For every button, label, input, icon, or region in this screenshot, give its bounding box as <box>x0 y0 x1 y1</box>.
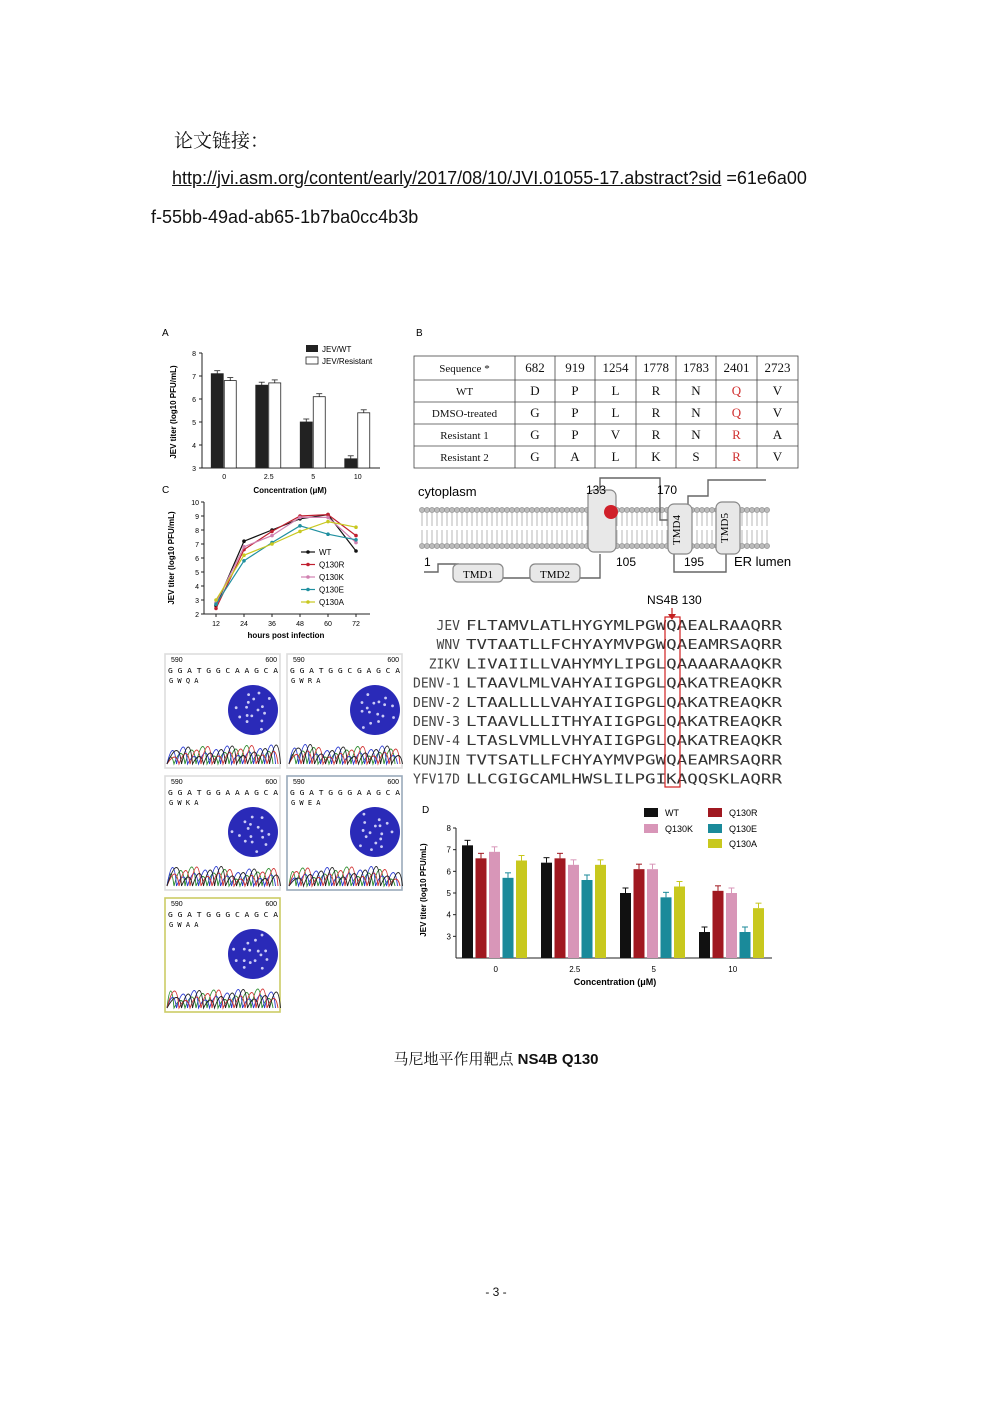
ns4b-topology-diagram <box>418 478 791 582</box>
bar-q130k-2-5 <box>568 865 579 958</box>
bar-q130r-5 <box>634 869 645 958</box>
point-q130e <box>354 538 358 542</box>
point-wt <box>242 539 246 543</box>
panel-d-ylabel: JEV titer (log10 PFU/mL) <box>419 843 428 937</box>
tmd2-label: TMD2 <box>540 569 570 581</box>
bar-q130a-10 <box>753 908 764 958</box>
legend-label-wt: WT <box>319 548 332 557</box>
legend-label-q130k: Q130K <box>319 573 344 582</box>
cytoplasm-label: cytoplasm <box>418 484 477 499</box>
panel-c-xtick: 48 <box>296 621 304 628</box>
paper-url-continuation: f-55bb-49ad-ab65-1b7ba0cc4b3b <box>151 207 419 227</box>
plaque-well-image <box>228 685 278 735</box>
bar-jev-resistant-5 <box>313 397 325 468</box>
tmd5-label: TMD5 <box>719 513 731 543</box>
panel-c-ytick: 3 <box>195 598 199 605</box>
panel-a-ytick: 6 <box>192 397 196 404</box>
table-cell: R <box>732 427 741 442</box>
legend-swatch-q130r <box>708 808 722 817</box>
table-cell: S <box>692 449 700 464</box>
panel-c-xtick: 72 <box>352 621 360 628</box>
panel-a-xtick: 5 <box>311 474 316 481</box>
residue-195-label: 195 <box>684 555 705 569</box>
panel-label-c: C <box>162 485 170 496</box>
alignment-virus-name: DENV-2 <box>413 695 460 711</box>
chromatogram-bases: G G A T G G G A A G C A <box>290 789 401 797</box>
table-cell: DMSO-treated <box>431 408 498 420</box>
alignment-sequence: LTAAVLMLVAHYAIIGPGLQAKATREAQKR <box>466 676 783 692</box>
tmd3-helix <box>588 490 616 552</box>
alignment-virus-name: ZIKV <box>428 657 460 673</box>
alignment-sequence: LLCGIGCAMLHWSLILPGIKAQQSKLAQRR <box>466 772 783 788</box>
chromatogram-bases: G G A T G G C A A G C A <box>168 667 279 675</box>
chromatogram-position-start: 590 <box>171 779 183 786</box>
panel-a-ytick: 3 <box>192 466 196 473</box>
table-cell: R <box>651 383 661 398</box>
table-cell: R <box>651 427 661 442</box>
tmd4-label: TMD4 <box>671 515 683 545</box>
chromatogram-bases: G G A T G G A A A G C A <box>168 789 279 797</box>
legend-swatch-jev-resistant <box>306 357 318 364</box>
table-cell: N <box>691 383 701 398</box>
alignment-sequence: TVTSATLLFCHYAYMVPGWQAEAMRSAQRR <box>466 753 783 769</box>
panel-c-ytick: 4 <box>195 584 199 591</box>
bar-jev-resistant-10 <box>358 413 370 468</box>
table-header-cell: 1254 <box>602 360 629 375</box>
table-cell: V <box>610 427 621 442</box>
panel-c-ytick: 6 <box>195 556 199 563</box>
legend-swatch-q130k <box>644 824 658 833</box>
legend-label-jev-wt: JEV/WT <box>322 345 352 354</box>
point-wt <box>354 549 358 553</box>
figure-caption <box>0 1048 992 1069</box>
table-cell: P <box>571 405 579 420</box>
point-q130k <box>242 545 246 549</box>
alignment-virus-name: WNV <box>436 638 460 654</box>
panel-d-xtick: 5 <box>651 965 656 974</box>
bar-wt-0 <box>462 845 473 958</box>
chromatogram-position-end: 600 <box>387 657 399 664</box>
chromatogram-panel <box>287 654 403 768</box>
caption-target: NS4B Q130 <box>513 1051 599 1068</box>
point-q130a <box>214 598 218 602</box>
chromatogram-panel <box>165 898 281 1012</box>
chromatogram-bases: G G A T G G G C A G C A <box>168 911 279 919</box>
er-lumen-label: ER lumen <box>734 554 792 569</box>
alignment-sequence: FLTAMVLATLHYGYMLPGWQAEALRAAQRR <box>466 619 783 634</box>
panel-c-ytick: 10 <box>191 500 199 507</box>
panel-a-xtick: 0 <box>222 474 227 481</box>
bar-jev-wt-5 <box>300 422 312 468</box>
panel-d-ytick: 8 <box>446 824 451 833</box>
tmd1-label: TMD1 <box>463 569 493 581</box>
residue-105-label: 105 <box>616 555 637 569</box>
point-q130r <box>270 530 274 534</box>
bar-q130r-10 <box>713 891 724 958</box>
table-cell: R <box>651 405 661 420</box>
alignment-virus-name: DENV-4 <box>413 734 460 750</box>
panel-c-ytick: 2 <box>195 612 199 619</box>
panel-c-ytick: 9 <box>195 514 199 521</box>
point-q130e <box>326 532 330 536</box>
panel-d-xtick: 10 <box>728 965 738 974</box>
figure <box>160 320 810 1020</box>
chromatogram-panel <box>287 776 403 890</box>
chromatogram-amino-acids: G W Q A <box>169 677 199 685</box>
panel-label-d: D <box>422 805 430 816</box>
mutation-table <box>414 356 798 468</box>
panel-a-ytick: 4 <box>192 443 196 450</box>
table-header-cell: 1783 <box>683 360 709 375</box>
table-cell: N <box>691 405 701 420</box>
chromatogram-position-start: 590 <box>171 901 183 908</box>
bar-q130a-2-5 <box>595 865 606 958</box>
legend-label-q130r: Q130R <box>319 560 345 570</box>
panel-a-ylabel: JEV titer (log10 PFU/mL) <box>169 365 178 459</box>
table-header-cell: 2723 <box>764 360 791 375</box>
panel-c-ytick: 7 <box>195 542 199 549</box>
bar-jev-wt-10 <box>345 459 357 468</box>
legend-swatch-jev-wt <box>306 345 318 352</box>
alignment-sequence: LTASLVMLLVHYAIIGPGLQAKATREAQKR <box>466 734 783 750</box>
panel-a-ytick: 5 <box>192 420 196 427</box>
table-cell: Q <box>731 405 742 420</box>
point-q130k <box>326 516 330 520</box>
chromatogram-position-end: 600 <box>265 779 277 786</box>
chromatogram-position-end: 600 <box>387 779 399 786</box>
legend-label-q130a: Q130A <box>729 839 758 849</box>
point-q130e <box>242 559 246 563</box>
alignment-virus-name: DENV-1 <box>413 676 460 692</box>
table-cell: P <box>571 427 579 442</box>
table-header-cell: 919 <box>565 360 585 375</box>
bar-q130e-2-5 <box>582 880 593 958</box>
chromatogram-position-start: 590 <box>293 657 305 664</box>
chromatogram-amino-acids: G W K A <box>169 799 199 807</box>
point-q130a <box>326 520 330 524</box>
table-cell: G <box>530 449 540 464</box>
chromatogram-position-start: 590 <box>293 779 305 786</box>
panel-d-ytick: 5 <box>446 889 451 898</box>
panel-c-xlabel: hours post infection <box>247 631 325 640</box>
panel-c-ytick: 8 <box>195 528 199 535</box>
panel-c-growth-curve <box>167 500 370 640</box>
plaque-well-image <box>228 929 278 979</box>
point-q130e <box>298 524 302 528</box>
legend-label-q130e: Q130E <box>319 585 344 595</box>
alignment-title: NS4B 130 <box>647 593 702 607</box>
bar-jev-resistant-0 <box>224 381 236 468</box>
plaque-well-image <box>228 807 278 857</box>
point-q130a <box>242 553 246 557</box>
panel-c-ylabel: JEV titer (log10 PFU/mL) <box>167 511 176 605</box>
alignment-virus-name: KUNJIN <box>413 753 460 769</box>
chromatogram-position-end: 600 <box>265 901 277 908</box>
table-cell: A <box>772 427 783 442</box>
bar-q130a-5 <box>674 887 685 959</box>
alignment-sequence: LTAAVLLLITHYAIIGPGLQAKATREAQKR <box>466 715 783 730</box>
panel-d-xlabel: Concentration (μM) <box>573 977 657 987</box>
sequencing-chromatograms <box>165 654 403 1012</box>
sequence-alignment <box>413 593 782 788</box>
caption-text: 马尼地平作用靶点 <box>393 1050 514 1068</box>
legend-label-wt: WT <box>665 808 679 818</box>
bar-q130r-0 <box>476 858 487 958</box>
paper-url-tail: =61e6a00 <box>721 168 807 188</box>
plaque-well-image <box>350 685 400 735</box>
table-cell: V <box>772 449 783 464</box>
point-q130a <box>354 525 358 529</box>
bar-q130k-10 <box>726 893 737 958</box>
table-header-cell: 1778 <box>643 360 669 375</box>
point-q130k <box>298 516 302 520</box>
table-cell: N <box>691 427 701 442</box>
alignment-sequence: LTAALLLLVAHYAIIGPGLQAKATREAQKR <box>466 695 783 711</box>
chromatogram-amino-acids: G W E A <box>291 799 321 807</box>
chromatogram-panel <box>165 776 281 890</box>
panel-a-ytick: 7 <box>192 374 196 381</box>
legend-label-q130k: Q130K <box>665 824 694 834</box>
bar-wt-10 <box>699 932 710 958</box>
bar-jev-resistant-2-5 <box>269 383 281 468</box>
bar-wt-5 <box>620 893 631 958</box>
table-cell: WT <box>455 386 474 398</box>
table-cell: L <box>611 405 620 420</box>
panel-d-bar-chart <box>419 808 772 987</box>
chromatogram-amino-acids: G W R A <box>291 677 321 685</box>
panel-c-xtick: 60 <box>324 621 332 628</box>
panel-a-xtick: 10 <box>353 474 362 481</box>
table-cell: R <box>732 449 741 464</box>
panel-d-ytick: 3 <box>446 932 451 942</box>
legend-label-q130r: Q130R <box>729 808 758 818</box>
chromatogram-position-end: 600 <box>265 657 277 664</box>
chromatogram-amino-acids: G W A A <box>169 921 199 929</box>
residue-170-label: 170 <box>657 483 678 497</box>
bar-jev-wt-0 <box>211 374 223 468</box>
point-q130a <box>270 542 274 546</box>
bar-q130e-10 <box>740 932 751 958</box>
bar-q130a-0 <box>516 861 527 959</box>
panel-d-xtick: 2.5 <box>569 965 581 974</box>
bar-q130e-0 <box>503 878 514 958</box>
paper-url-line <box>172 168 807 189</box>
alignment-virus-name: YFV17D <box>413 772 460 788</box>
alignment-sequence: LIVAIILLVAHYMYLIPGLQAAAARAAQKR <box>466 657 783 673</box>
bar-q130k-0 <box>489 852 500 958</box>
residue-133-label: 133 <box>586 483 607 497</box>
point-q130k <box>270 534 274 538</box>
bar-jev-wt-2-5 <box>256 385 268 468</box>
table-cell: P <box>571 383 579 398</box>
table-header-cell: 682 <box>525 360 545 375</box>
panel-d-ytick: 4 <box>446 910 451 920</box>
table-header-cell: Sequence * <box>439 363 490 375</box>
residue-1-label: 1 <box>424 555 431 569</box>
chromatogram-bases: G G A T G G C G A G C A <box>290 667 401 675</box>
legend-label-jev-resistant: JEV/Resistant <box>322 357 373 366</box>
q130-marker <box>604 505 618 519</box>
table-cell: Resistant 2 <box>440 452 489 464</box>
panel-label-a: A <box>162 328 169 339</box>
bar-q130r-2-5 <box>555 858 566 958</box>
panel-d-xtick: 0 <box>493 965 498 974</box>
table-cell: Q <box>731 383 742 398</box>
legend-swatch-wt <box>644 808 658 817</box>
table-cell: D <box>530 383 540 398</box>
panel-label-b: B <box>416 328 423 339</box>
panel-d-ytick: 7 <box>446 845 451 855</box>
legend-swatch-q130e <box>708 824 722 833</box>
legend-label-q130e: Q130E <box>729 824 758 834</box>
alignment-sequence: TVTAATLLFCHYAYMVPGWQAEAMRSAQRR <box>466 638 783 654</box>
paper-url-link[interactable]: http://jvi.asm.org/content/early/2017/08/10/JVI.01055-17.abstract?sid <box>172 168 722 188</box>
point-q130a <box>298 530 302 534</box>
table-header-cell: 2401 <box>723 360 750 375</box>
panel-a-bar-chart <box>169 345 380 495</box>
table-cell: L <box>611 449 620 464</box>
table-cell: Resistant 1 <box>440 430 489 442</box>
panel-d-ytick: 6 <box>446 867 451 877</box>
legend-label-q130a: Q130A <box>319 598 344 607</box>
bar-wt-2-5 <box>541 863 552 958</box>
point-q130e <box>214 602 218 606</box>
legend-swatch-q130a <box>708 839 722 848</box>
table-cell: L <box>611 383 620 398</box>
point-q130r <box>214 607 218 611</box>
panel-c-xtick: 24 <box>240 621 248 628</box>
chromatogram-panel <box>165 654 281 768</box>
point-q130r <box>354 534 358 538</box>
panel-a-xlabel: Concentration (μM) <box>253 486 327 495</box>
table-cell: V <box>772 405 783 420</box>
table-cell: V <box>772 383 783 398</box>
table-cell: G <box>530 427 540 442</box>
table-cell: K <box>651 449 661 464</box>
chromatogram-position-start: 590 <box>171 657 183 664</box>
link-label: 论文链接： <box>174 130 270 152</box>
bar-q130k-5 <box>647 869 658 958</box>
panel-c-ytick: 5 <box>195 570 199 577</box>
panel-a-xtick: 2.5 <box>263 474 274 481</box>
table-cell: G <box>530 405 540 420</box>
panel-c-xtick: 12 <box>212 621 220 628</box>
panel-c-xtick: 36 <box>268 621 276 628</box>
bar-q130e-5 <box>661 897 672 958</box>
alignment-virus-name: JEV <box>436 619 460 634</box>
panel-a-ytick: 8 <box>192 351 196 358</box>
table-cell: A <box>570 449 580 464</box>
page-number: - 3 - <box>485 1285 507 1299</box>
alignment-virus-name: DENV-3 <box>413 715 460 730</box>
